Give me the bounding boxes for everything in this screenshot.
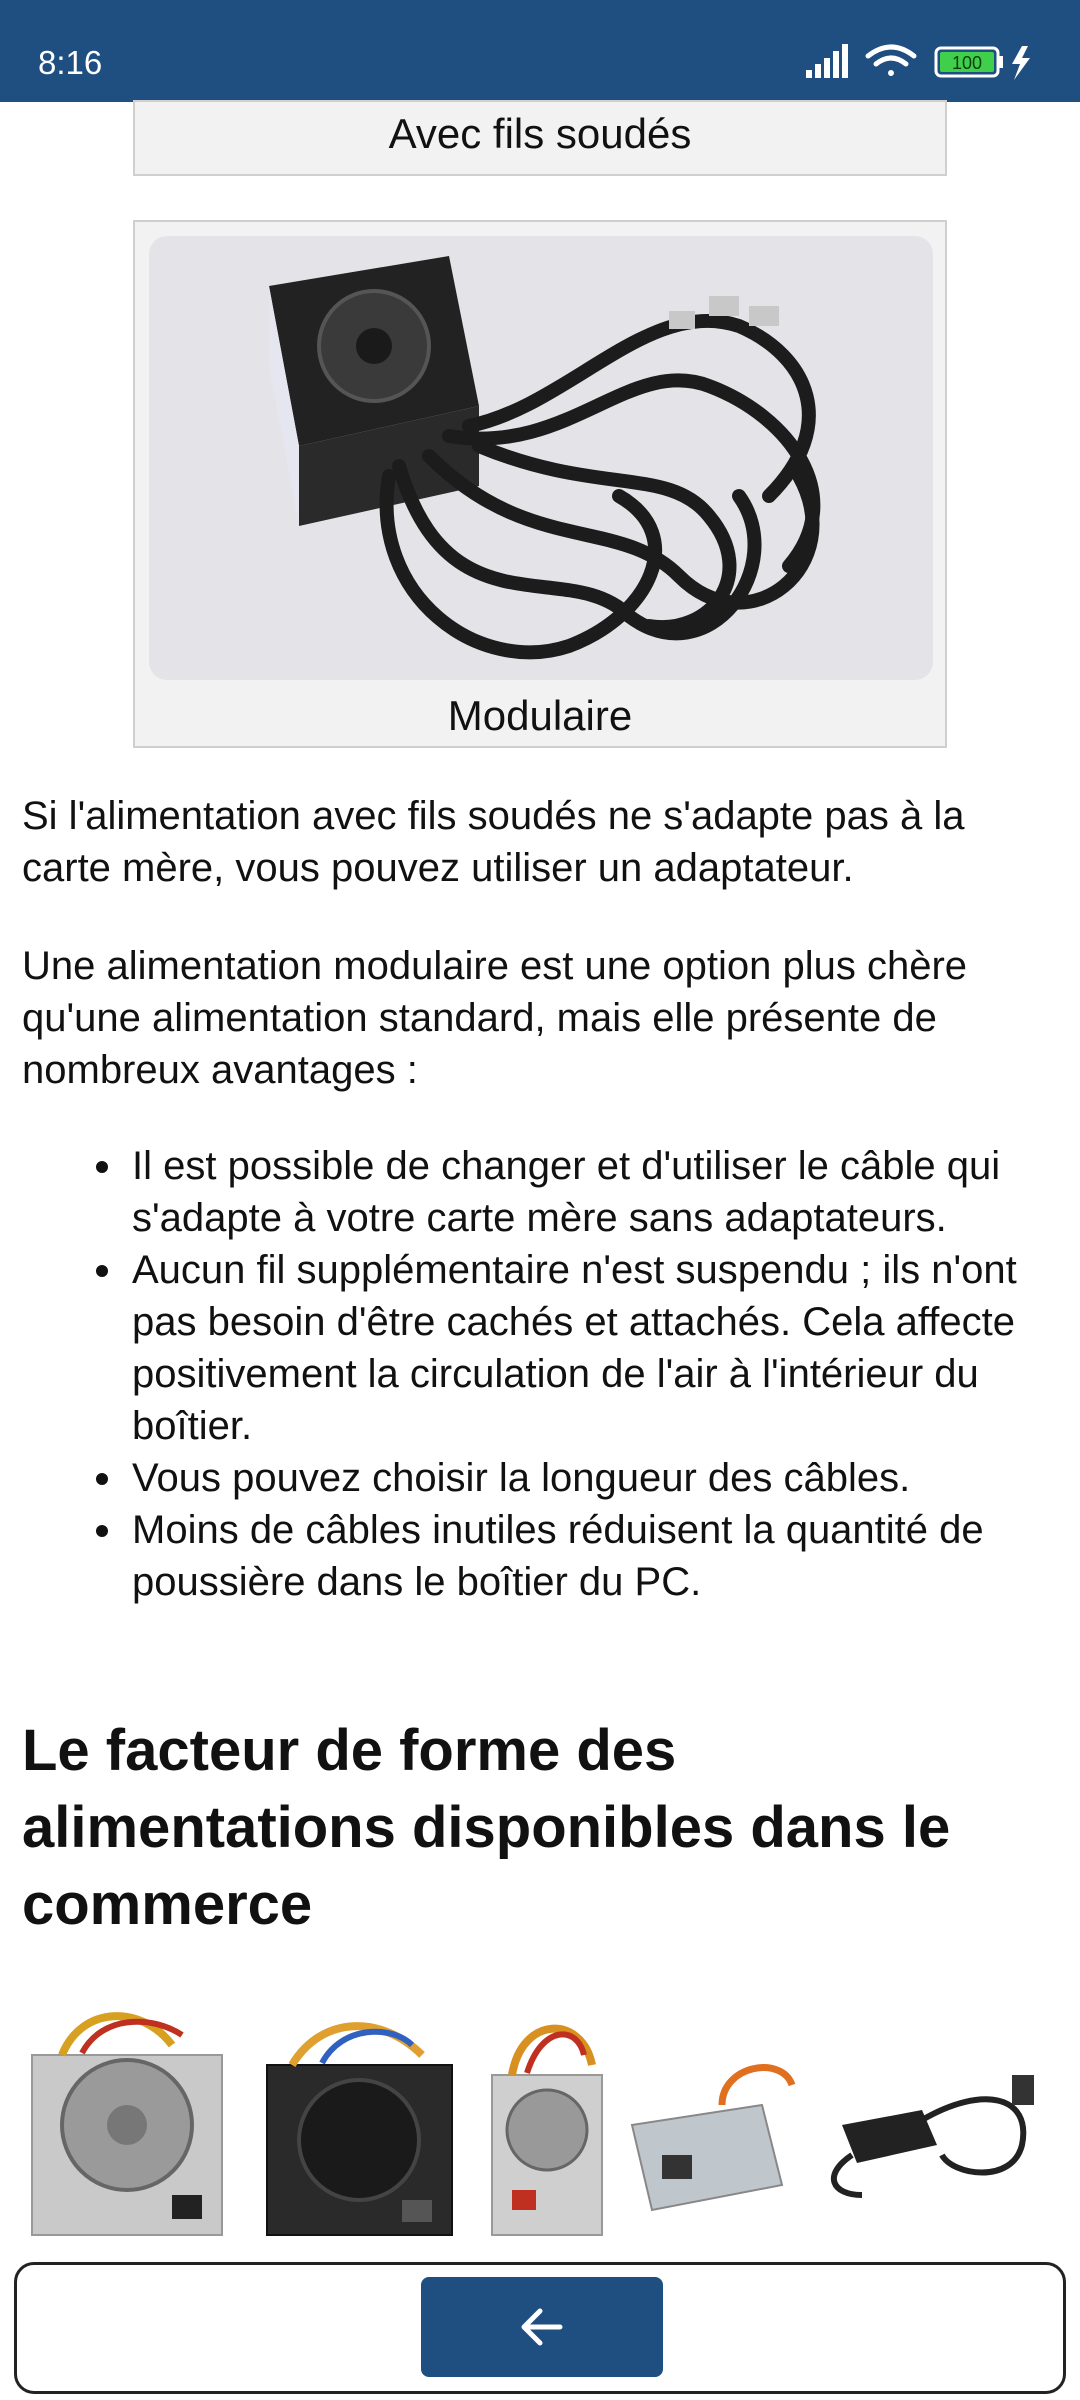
image-caption: Avec fils soudés [388, 110, 692, 157]
bottom-nav-bar [14, 2262, 1066, 2394]
section-heading: Le facteur de forme des alimentations disponibles dans le commerce [22, 1718, 951, 1937]
charging-icon [1012, 46, 1030, 80]
status-icons [806, 42, 1046, 82]
psu-black-image [267, 2026, 452, 2235]
bullet-dot [96, 1525, 108, 1537]
psu-atx-image [32, 2016, 222, 2235]
psu-flex-image [632, 2068, 792, 2210]
list-item: Vous pouvez choisir la longueur des câbles. [90, 1452, 1060, 1504]
list-item: Aucun fil supplémentaire n'est suspendu ; ils n'ont pas besoin d'être cachés et attachés. Cela affecte positivement la circulation de l'air à l'intérieur du boîtier. [90, 1244, 1060, 1452]
image-caption: Modulaire [447, 692, 633, 739]
battery-level: 100 [951, 53, 983, 73]
wifi-icon [868, 47, 914, 76]
signal-icon [806, 44, 848, 78]
advantages-list [90, 1140, 1060, 1608]
list-item: Moins de câbles inutiles réduisent la quantité de poussière dans le boîtier du PC. [90, 1504, 1060, 1608]
arrow-left-icon [512, 2297, 572, 2357]
image-card-modular [133, 220, 947, 748]
modular-psu-image [149, 236, 933, 680]
list-item: Il est possible de changer et d'utiliser le câble qui s'adapte à votre carte mère sans adaptateurs. [90, 1140, 1060, 1244]
status-time: 8:16 [38, 44, 103, 81]
back-button[interactable] [421, 2277, 663, 2377]
image-card-soldered [133, 100, 947, 176]
bullet-dot [96, 1473, 108, 1485]
form-factor-image-strip [22, 1995, 1058, 2245]
paragraph-adapter: Si l'alimentation avec fils soudés ne s'adapte pas à la carte mère, vous pouvez utiliser un adaptateur. [22, 794, 965, 890]
bullet-dot [96, 1161, 108, 1173]
paragraph-modular-advantages: Une alimentation modulaire est une option plus chère qu'une alimentation standard, mais elle présente de nombreux avantages : [22, 944, 968, 1092]
status-bar [0, 0, 1080, 102]
bullet-dot [96, 1265, 108, 1277]
laptop-adapter-image [834, 2075, 1034, 2195]
battery-icon [936, 48, 1003, 76]
psu-sfx-image [492, 2029, 602, 2235]
